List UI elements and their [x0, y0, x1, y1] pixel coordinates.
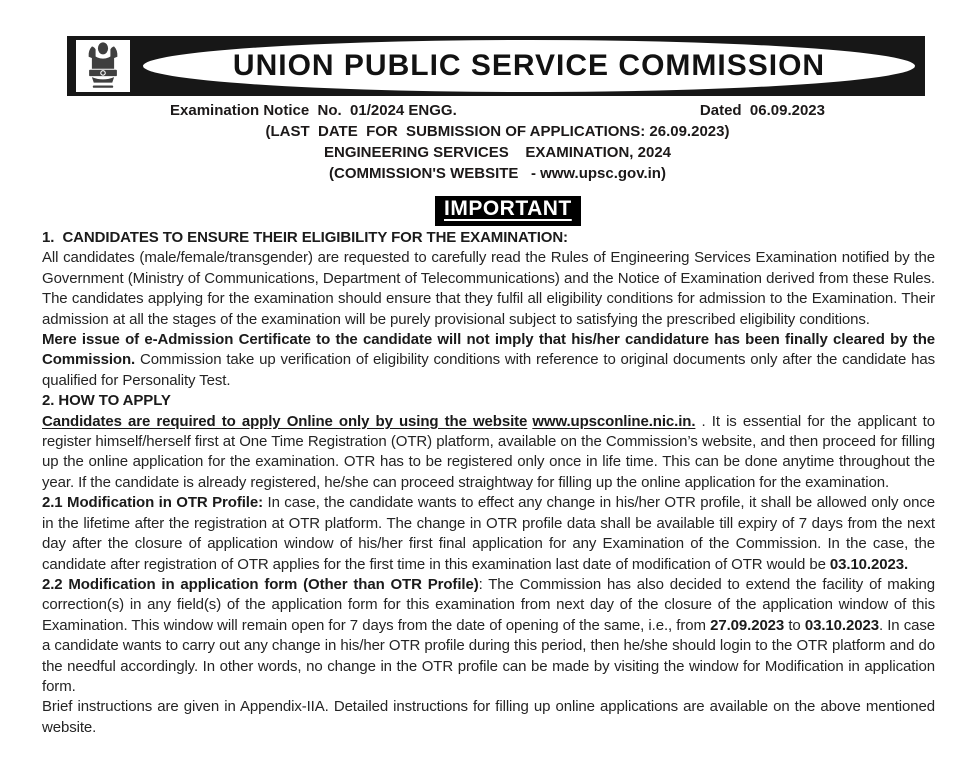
last-date-line: (LAST DATE FOR SUBMISSION OF APPLICATIONS: 26.09.2023): [265, 123, 730, 140]
section-2-2-text-1: : The Commission has also decided to extend the facility of making correction(s) in any field(s) of the application form for this examination from next day of the closure of the application window of this Examination. This window will remain open for 7 days from the date of opening of the same, i.e., from: [42, 575, 935, 634]
emblem-box: [76, 40, 130, 92]
section-2-2-heading: 2.2 Modification in application form (Other than OTR Profile): [42, 575, 479, 593]
section-1-paragraph: All candidates (male/female/transgender) are requested to carefully read the Rules of Engineering Services Examination notified by the Government (Ministry of Communications, Department of Telecommunications) and the Notice of Examination derived from these Rules. The candidates applying for the examination should ensure that they fulfil all eligibility conditions for admission to the Examination. Their admission at all the stages of the examination will be purely provisional subject to satisfying the prescribed eligibility conditions.: [42, 249, 935, 328]
apply-online-rest: . It is essential for the applicant to register himself/herself first at One Time Registration (OTR) platform, available on the Commission’s website, and then proceed for filling up the online application for the examination. OTR has to be registered only once in life time. This can be done anytime throughout the year. If the candidate is already registered, he/she can proceed straightway for filling up the online application for the examination.: [42, 412, 935, 491]
upsconline-link[interactable]: www.upsconline.nic.in.: [532, 412, 696, 430]
exam-title-line: ENGINEERING SERVICES EXAMINATION, 2024: [323, 144, 672, 161]
eadmission-note-rest: Commission take up verification of eligibility conditions with reference to original documents only after the candidate has qualified for Personality Test.: [42, 351, 935, 389]
section-2-1-heading: 2.1 Modification in OTR Profile:: [42, 494, 264, 512]
notice-header: [170, 100, 825, 184]
section-2-2-paragraph: [42, 575, 935, 697]
section-2-2-text-3: . In case a candidate wants to carry out any change in his/her OTR profile during this period, then he/she should login to the OTR platform and do the needful accordingly. In other words, no change in the OTR profile can be made by visiting the window for Modification in application form.: [42, 616, 936, 695]
section-2-2-text-2: to: [784, 616, 805, 634]
eadmission-note-bold: Mere issue of e-Admission Certificate to the candidate will not imply that his/her candidature has been finally cleared by the Commission.: [42, 331, 935, 369]
ashoka-lion-capital-icon: [81, 41, 125, 91]
section-2-paragraph: [42, 412, 935, 494]
upsc-header-banner: [67, 36, 925, 96]
notice-line-1: [170, 100, 825, 121]
website-line: (COMMISSION'S WEBSITE - www.upsc.gov.in): [329, 165, 666, 182]
section-1-heading: 1. CANDIDATES TO ENSURE THEIR ELIGIBILITY FOR THE EXAMINATION:: [42, 229, 568, 246]
document-body: [42, 228, 935, 738]
important-label: IMPORTANT: [444, 197, 572, 220]
brief-instructions-paragraph: Brief instructions are given in Appendix-IIA. Detailed instructions for filling up online applications are available on the above mentioned website.: [42, 698, 935, 736]
org-title: UNION PUBLIC SERVICE COMMISSION: [232, 49, 826, 82]
section-2-1-paragraph: [42, 493, 935, 575]
exam-notice-number: Examination Notice No. 01/2024 ENGG.: [170, 102, 457, 119]
correction-window-end-date: 03.10.2023: [804, 616, 879, 634]
section-2-1-text: In case, the candidate wants to effect any change in his/her OTR profile, it shall be allowed only once in the lifetime after the registration at OTR platform. The change in OTR profile data shall be available till expiry of 7 days from the next day after the closure of application window of his/her first final application for any Examination of the Commission. In the case, the candidate after registration of OTR applies for the first time in this examination last date of modification of OTR would be: [42, 494, 935, 573]
section-2-heading: 2. HOW TO APPLY: [42, 392, 171, 410]
otr-modification-date: 03.10.2023.: [829, 555, 909, 573]
section-1-note: [42, 330, 935, 391]
org-title-ellipse: [143, 40, 915, 92]
notice-date: Dated 06.09.2023: [699, 102, 825, 119]
apply-online-bold: Candidates are required to apply Online only by using the website: [42, 412, 528, 430]
correction-window-start-date: 27.09.2023: [710, 616, 785, 634]
important-banner: [435, 196, 581, 226]
